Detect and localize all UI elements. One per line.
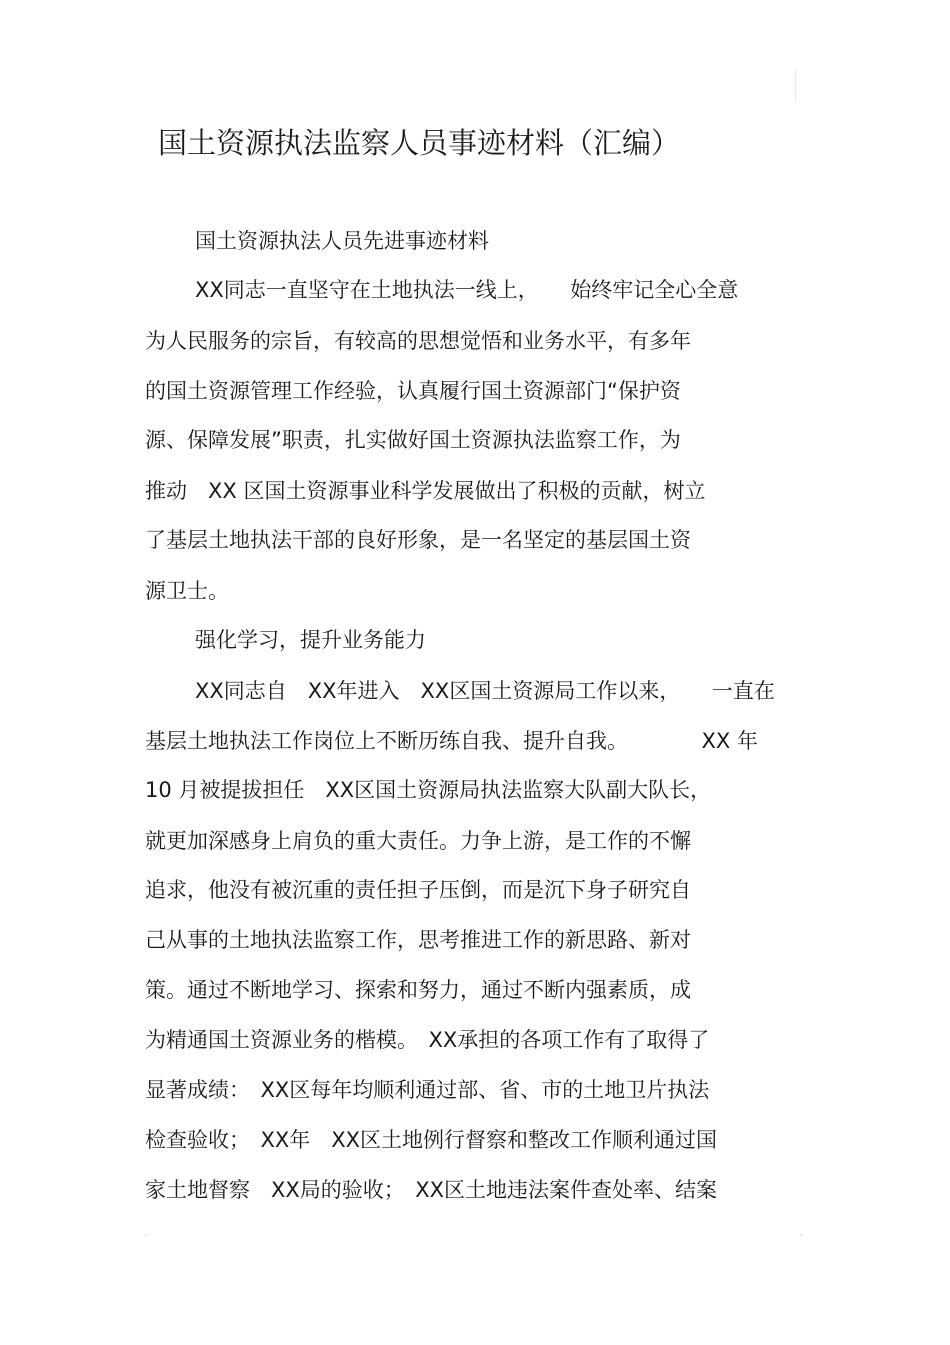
body-line: 了基层土地执法干部的良好形象，是一名坚定的基层国土资 bbox=[145, 528, 691, 552]
body-line: 为精通国土资源业务的楷模。 XX承担的各项工作有了取得了 bbox=[145, 1028, 710, 1052]
document-title: 国土资源执法监察人员事迹材料（汇编） bbox=[158, 126, 681, 160]
body-line: 策。通过不断地学习、探索和努力，通过不断内强素质，成 bbox=[145, 978, 691, 1002]
footer-dot bbox=[145, 1234, 147, 1236]
body-line: 家土地督察 XX局的验收； XX区土地违法案件查处率、结案 bbox=[145, 1178, 718, 1202]
body-line: XX同志一直坚守在土地执法一线上， 始终牢记全心全意 bbox=[195, 278, 739, 302]
page-corner-mark bbox=[795, 70, 796, 102]
body-line: 10 月被提拔担任 XX区国土资源局执法监察大队副大队长， bbox=[145, 778, 712, 802]
body-line: 源、保障发展”职责，扎实做好国土资源执法监察工作，为 bbox=[145, 428, 681, 452]
body-line: 推动 XX 区国土资源事业科学发展做出了积极的贡献，树立 bbox=[145, 479, 706, 503]
section-heading: 国土资源执法人员先进事迹材料 bbox=[195, 229, 489, 253]
body-line: 源卫士。 bbox=[145, 579, 229, 603]
body-line: 显著成绩： XX区每年均顺利通过部、省、市的土地卫片执法 bbox=[145, 1078, 710, 1102]
body-line: 追求，他没有被沉重的责任担子压倒，而是沉下身子研究自 bbox=[145, 878, 691, 902]
footer-dot bbox=[800, 1234, 802, 1236]
body-line: 检查验收； XX年 XX区土地例行督察和整改工作顺利通过国 bbox=[145, 1128, 718, 1152]
body-line: 基层土地执法工作岗位上不断历练自我、提升自我。 XX 年 bbox=[145, 729, 758, 753]
body-line: 的国土资源管理工作经验，认真履行国土资源部门“保护资 bbox=[145, 379, 681, 403]
page-footer-marks bbox=[145, 1234, 805, 1238]
body-line: 为人民服务的宗旨，有较高的思想觉悟和业务水平，有多年 bbox=[145, 329, 691, 353]
section-heading: 强化学习，提升业务能力 bbox=[195, 628, 426, 652]
body-line: XX同志自 XX年进入 XX区国土资源局工作以来， 一直在 bbox=[195, 679, 775, 703]
body-line: 就更加深感身上肩负的重大责任。力争上游，是工作的不懈 bbox=[145, 829, 691, 853]
body-line: 己从事的土地执法监察工作，思考推进工作的新思路、新对 bbox=[145, 928, 691, 952]
